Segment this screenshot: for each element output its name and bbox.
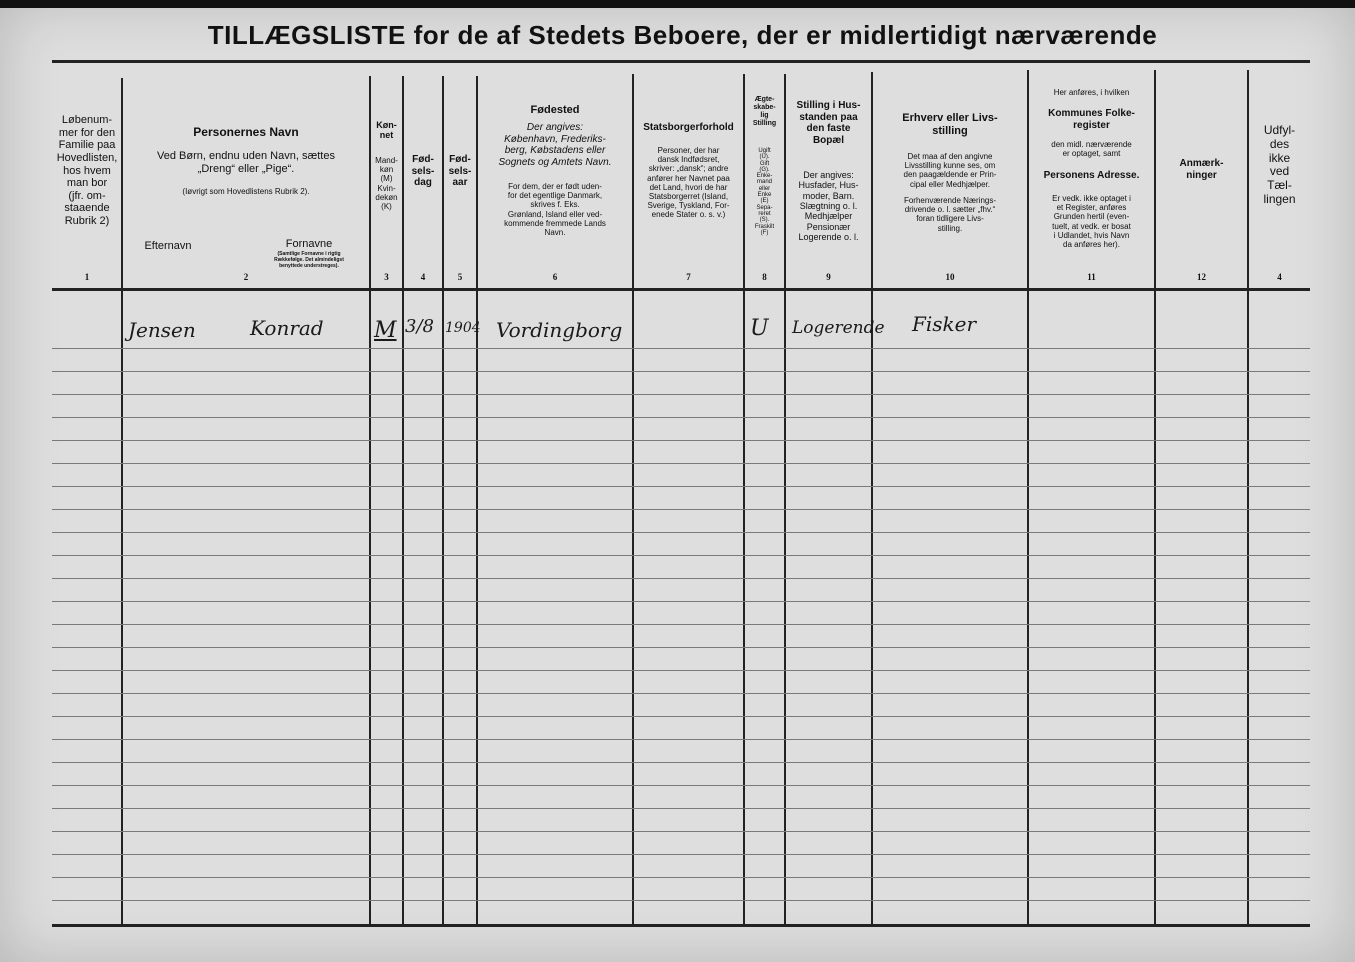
header-col6-text2: For dem, der er født uden- for det egentlige Danmark, skrives f. Eks. Grønland, Island eller ved- kommende fremmede Lands Navn. (504, 182, 606, 237)
row-rule (52, 877, 1310, 878)
entry-occupation: Fisker (912, 312, 977, 336)
header-col10-text: Det maa af den angivne Livsstilling kunne ses, om den paagældende er Prin- cipal eller Medhjælper. (903, 152, 997, 189)
row-rule (52, 854, 1310, 855)
col-divider (442, 76, 444, 924)
column-number: 9 (826, 272, 831, 282)
header-col3-title: Køn- net (376, 120, 397, 141)
column-number: 10 (945, 272, 955, 282)
header-col2-title: Personernes Navn (193, 125, 299, 139)
scan-edge (0, 0, 1355, 8)
entry-birthplace: Vordingborg (496, 318, 623, 342)
header-col2-given-note: (Samtlige Fornavne i rigtig Rækkefølge. Det almindeligst benyttede understreges). (274, 251, 344, 269)
page-title: TILLÆGSLISTE for de af Stedets Beboere, der er midlertidigt nærværende (207, 20, 1158, 50)
row-rule (52, 601, 1310, 602)
column-number: 4 (420, 272, 426, 282)
row-rule (52, 693, 1310, 694)
row-rule (52, 647, 1310, 648)
row-rule (52, 417, 1310, 418)
column-number: 12 (1197, 272, 1206, 282)
column-number: 1 (84, 272, 90, 282)
entry-marital-status: U (750, 316, 769, 341)
header-col11-title: Kommunes Folke- register (1048, 108, 1135, 131)
entry-given-name: Konrad (250, 316, 324, 340)
header-col11-text2: Er vedk. ikke optaget i et Register, anføres Grunden hertil (even- tuelt, at vedk. er bosat i Udlandet, hvis Navn da anføres her). (1052, 194, 1131, 249)
header-col12: Anmærk- ninger (1179, 158, 1224, 181)
header-col9-text: Der angives: Husfader, Hus- moder, Barn. Slægtning o. l. Medhjælper Pensionær Logerende o. l. (798, 170, 859, 243)
header-col11-text: den midl. nærværende er optaget, samt (1051, 140, 1132, 159)
row-rule (52, 371, 1310, 372)
column-number: 8 (762, 272, 767, 282)
column-number: 3 (384, 272, 389, 282)
header-col8-text: Ugift (U). Gift (G). Enke- mand eller Enke (E) Sepa- reret (S). Fraskilt (F) (754, 148, 775, 236)
header-col2-text: Ved Børn, endnu uden Navn, sættes „Dreng“ eller „Pige“. (157, 150, 335, 175)
column-number: 6 (552, 272, 558, 282)
row-rule (52, 532, 1310, 533)
header-col11-title2: Personens Adresse. (1043, 170, 1140, 181)
entry-birth-day: 3/8 (405, 316, 434, 337)
col-divider (402, 76, 404, 924)
entry-birth-year: 1904 (445, 320, 481, 336)
header-col2-note: (Iøvrigt som Hovedlistens Rubrik 2). (182, 187, 310, 196)
entry-household-position: Logerende (792, 318, 885, 338)
header-col13: Udfyl- des ikke ved Tæl- lingen (1263, 123, 1296, 206)
row-rule (52, 394, 1310, 395)
col-divider (121, 78, 123, 924)
entry-surname: Jensen (128, 318, 196, 342)
row-rule (52, 808, 1310, 809)
header-col10-title: Erhverv eller Livs- stilling (902, 112, 998, 137)
header-bottom-border (52, 288, 1310, 291)
column-number: 2 (243, 272, 249, 282)
header-top-border (52, 60, 1310, 63)
header-col3-text: Mand- køn (M) Kvin- dekøn (K) (375, 156, 398, 211)
row-rule (52, 578, 1310, 579)
row-rule (52, 739, 1310, 740)
row-rule (52, 348, 1310, 349)
header-col7-text: Personer, der har dansk Indfødsret, skriver: „dansk“; andre anfører her Navnet paa det Land, hvori de har Statsborgerret (Island, Sverige, Tyskland, For- enede Stater o. s. v.) (647, 146, 730, 220)
row-rule (52, 486, 1310, 487)
header-col8-title: Ægte- skabe- lig Stilling (752, 96, 777, 128)
row-rule (52, 785, 1310, 786)
header-col9-title: Stilling i Hus- standen paa den faste Bopæl (796, 100, 861, 146)
header-col11-pre: Her anføres, i hvilken (1053, 88, 1130, 97)
row-rule (52, 670, 1310, 671)
table-bottom-border (52, 924, 1310, 927)
row-rule (52, 463, 1310, 464)
row-rule (52, 716, 1310, 717)
col-divider (1154, 70, 1156, 924)
header-col7-title: Statsborgerforhold (643, 122, 734, 133)
header-col2-surname: Efternavn (144, 240, 192, 252)
row-rule (52, 831, 1310, 832)
header-col5: Fød- sels- aar (448, 154, 472, 188)
row-rule (52, 900, 1310, 901)
row-rule (52, 555, 1310, 556)
column-number: 7 (686, 272, 691, 282)
row-rule (52, 624, 1310, 625)
row-rule (52, 440, 1310, 441)
header-col6-title: Fødested (530, 104, 580, 116)
header-col2-given: Fornavne (285, 238, 333, 250)
column-number: 4 (1277, 272, 1282, 282)
header-col10-text2: Forhenværende Nærings- drivende o. l. sætter „fhv.“ foran tidligere Livs- stilling. (903, 196, 997, 233)
column-number: 11 (1087, 272, 1096, 282)
entry-sex: M (374, 318, 397, 343)
header-col4: Fød- sels- dag (411, 154, 435, 188)
header-col6-text: Der angives: København, Frederiks- berg, Købstadens eller Sognets og Amtets Navn. (498, 122, 612, 168)
row-rule (52, 762, 1310, 763)
column-number: 5 (457, 272, 463, 282)
row-rule (52, 509, 1310, 510)
header-col1: Løbenum- mer for den Familie paa Hovedlisten, hos hvem man bor (jfr. om- staaende Rubrik 2) (56, 114, 118, 228)
